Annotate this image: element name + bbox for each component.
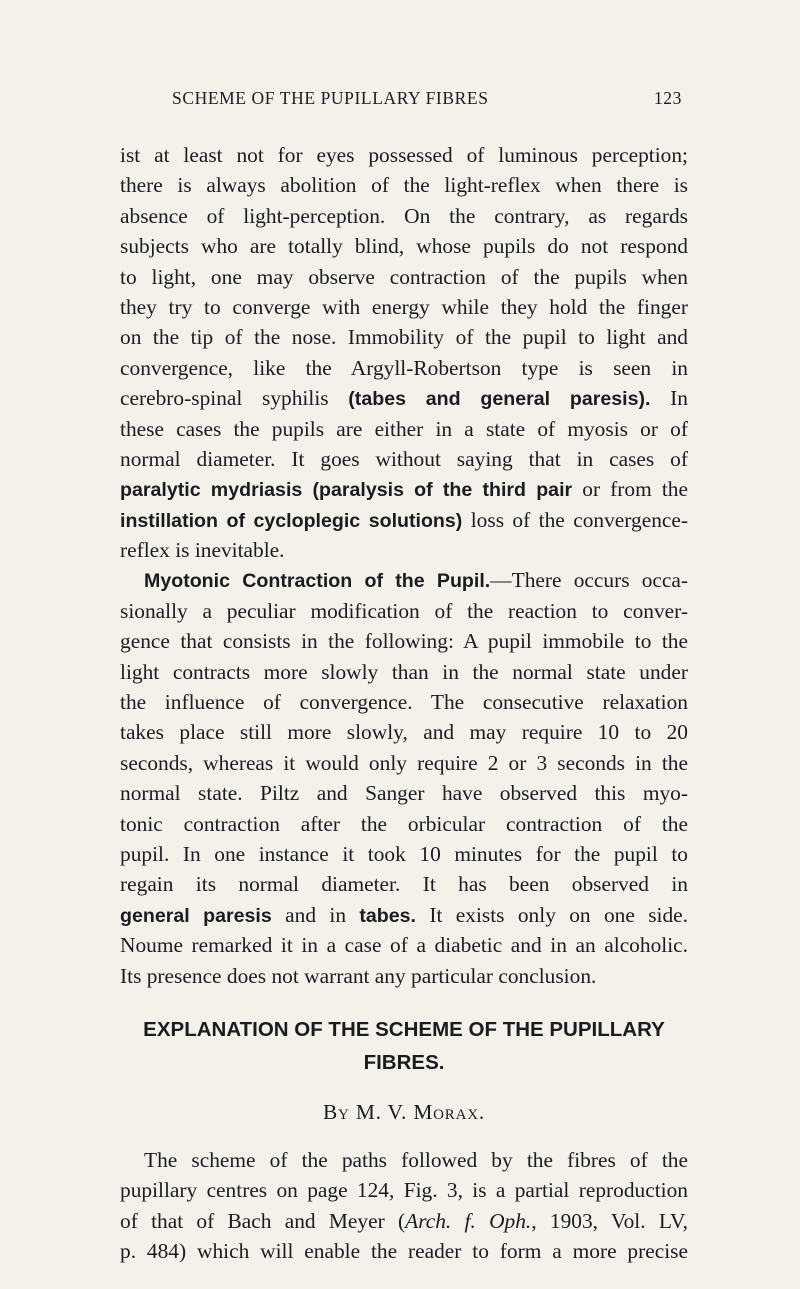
byline: By M. V. Morax. [322,1099,486,1124]
bold-term: paralytic mydriasis (paralysis of the third pair [120,479,573,502]
text-line [120,505,688,535]
text-run: loss of the convergence- [470,507,689,532]
text-run: —There occurs occa- [490,568,688,593]
running-head [172,88,682,118]
text-line: p. 484) which will enable the reader to form a more precise [120,1239,688,1264]
text-line: they try to converge with energy while they hold the finger [120,294,688,319]
text-line [120,565,688,595]
bold-term: general paresis [120,904,272,927]
text-line: ist at least not for eyes possessed of luminous perception; [120,143,688,167]
text-line: to light, one may observe contraction of the pupils when [120,264,688,289]
page-number: 123 [653,88,682,108]
text-line: absence of light-perception. On the contrary, as regards [120,203,688,228]
text-line: regain its normal diameter. It has been observed in [120,872,688,897]
text-line: reflex is inevitable. [120,538,285,563]
spacer [120,1079,688,1097]
text-line [120,383,688,413]
text-run: It exists only on one side. [429,902,689,927]
text-line: these cases the pupils are either in a state of myosis or of [120,416,688,441]
text-run: of that of Bach and Meyer ( [120,1208,406,1233]
text-line: subjects who are totally blind, whose pupils do not respond [120,234,688,259]
text-line: on the tip of the nose. Immobility of the pupil to light and [120,325,688,350]
text-run: and in [285,902,347,927]
bold-term: tabes. [359,904,417,927]
text-line: takes place still more slowly, and may require 10 to 20 [120,720,688,745]
text-run: In [670,386,688,411]
text-run: or from the [582,477,688,502]
text-line: there is always abolition of the light-reflex when there is [120,173,688,198]
text-line: pupil. In one instance it took 10 minutes for the pupil to [120,841,688,866]
text-run: , 1903, Vol. LV, [531,1208,688,1233]
text-line [120,474,688,504]
body-text [120,140,688,1267]
text-line: normal state. Piltz and Sanger have observed this myo- [120,781,688,806]
text-line: light contracts more slowly than in the normal state under [120,659,688,684]
paragraph-heading: Myotonic Contraction of the Pupil. [144,570,491,593]
text-line: Noume remarked it in a case of a diabetic and in an alcoholic. [120,933,688,958]
text-line [120,1206,688,1236]
text-line [120,900,688,930]
text-line: gence that consists in the following: A pupil immobile to the [120,629,688,654]
spacer [120,1127,688,1145]
spacer [120,991,688,1013]
text-line: The scheme of the paths followed by the fibres of the [144,1147,688,1172]
bold-term: (tabes and general paresis). [348,388,651,411]
text-line: seconds, whereas it would only require 2 or 3 seconds in the [120,750,688,775]
text-line: tonic contraction after the orbicular contraction of the [120,811,688,836]
text-line: pupillary centres on page 124, Fig. 3, is a partial reproduction [120,1178,688,1203]
text-line: normal diameter. It goes without saying that in cases of [120,446,688,471]
bold-term: instillation of cycloplegic solutions) [120,509,463,532]
text-line: Its presence does not warrant any particular conclusion. [120,963,597,988]
text-line: convergence, like the Argyll-Robertson type is seen in [120,355,688,380]
running-head-title: SCHEME OF THE PUPILLARY FIBRES [172,88,489,108]
citation-title: Arch. f. Oph. [405,1208,532,1233]
section-title: EXPLANATION OF THE SCHEME OF THE PUPILLARY [143,1017,665,1041]
text-line: the influence of convergence. The consecutive relaxation [120,690,688,715]
section-title: FIBRES. [363,1050,445,1074]
text-line: sionally a peculiar modification of the reaction to conver- [120,598,688,623]
text-run: cerebro-spinal syphilis [120,386,329,411]
